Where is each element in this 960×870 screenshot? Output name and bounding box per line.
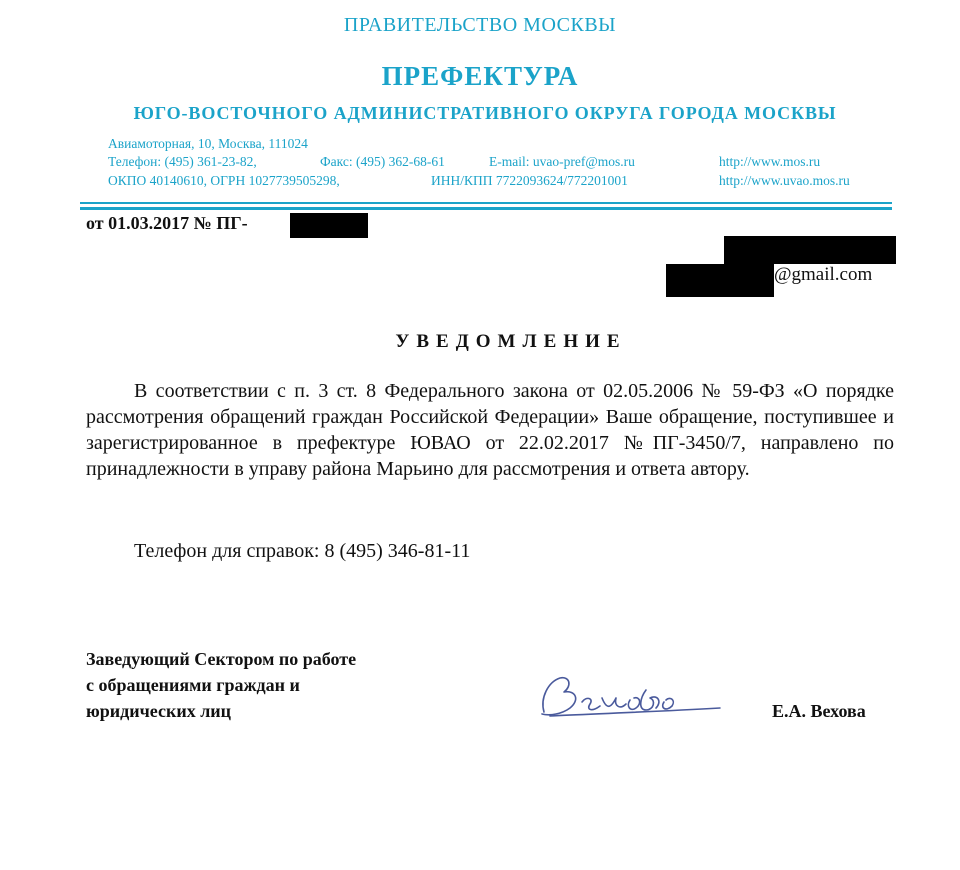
position-line-3: юридических лиц bbox=[86, 701, 232, 721]
government-title: ПРАВИТЕЛЬСТВО МОСКВЫ bbox=[343, 14, 617, 36]
redaction-bar bbox=[290, 213, 368, 238]
notice-paragraph bbox=[86, 378, 894, 482]
site-link-uvao: http://www.uvao.mos.ru bbox=[719, 173, 850, 188]
notice-text: В соответствии с п. 3 ст. 8 Федерального закона от 02.05.2006 № 59-ФЗ «О порядке рассмотрения обращений граждан Российской Федерации» Ваше обращение, поступившее и зарегистрированное в префектуре ЮВАО от 22.02.2017 №ПГ-3450/7, направлено по принадлежности в управу района Марьино для рассмотрения и ответа автору. bbox=[86, 380, 894, 480]
handwritten-signature bbox=[530, 668, 730, 728]
okpo-ogrn-text: ОКПО 40140610, ОГРН 1027739505298, bbox=[108, 173, 340, 188]
okrug-title: ЮГО-ВОСТОЧНОГО АДМИНИСТРАТИВНОГО ОКРУГА ГОРОДА МОСКВЫ bbox=[133, 103, 837, 123]
prefecture-title: ПРЕФЕКТУРА bbox=[381, 61, 579, 91]
address-text: Авиамоторная, 10, Москва, 111024 bbox=[108, 136, 308, 151]
header-rule-bottom bbox=[80, 207, 892, 210]
email-text: E-mail: uvao-pref@mos.ru bbox=[489, 154, 635, 169]
redaction-bar bbox=[724, 236, 896, 264]
recipient-email: @gmail.com bbox=[774, 264, 873, 285]
inn-kpp-text: ИНН/КПП 7722093624/772201001 bbox=[431, 173, 628, 188]
document-title: УВЕДОМЛЕНИЕ bbox=[395, 331, 627, 352]
header-rule-top bbox=[80, 202, 892, 204]
redaction-bar bbox=[666, 264, 774, 297]
position-line-2: с обращениями граждан и bbox=[86, 675, 300, 695]
contact-phone: Телефон для справок: 8 (495) 346-81-11 bbox=[134, 540, 471, 562]
position-line-1: Заведующий Сектором по работе bbox=[86, 649, 357, 669]
registration-number: от 01.03.2017 № ПГ- bbox=[86, 213, 248, 233]
signer-name: Е.А. Вехова bbox=[772, 701, 866, 721]
phone-text: Телефон: (495) 361-23-82, bbox=[108, 154, 257, 169]
site-link-mos: http://www.mos.ru bbox=[719, 154, 821, 169]
fax-text: Факс: (495) 362-68-61 bbox=[320, 154, 445, 169]
